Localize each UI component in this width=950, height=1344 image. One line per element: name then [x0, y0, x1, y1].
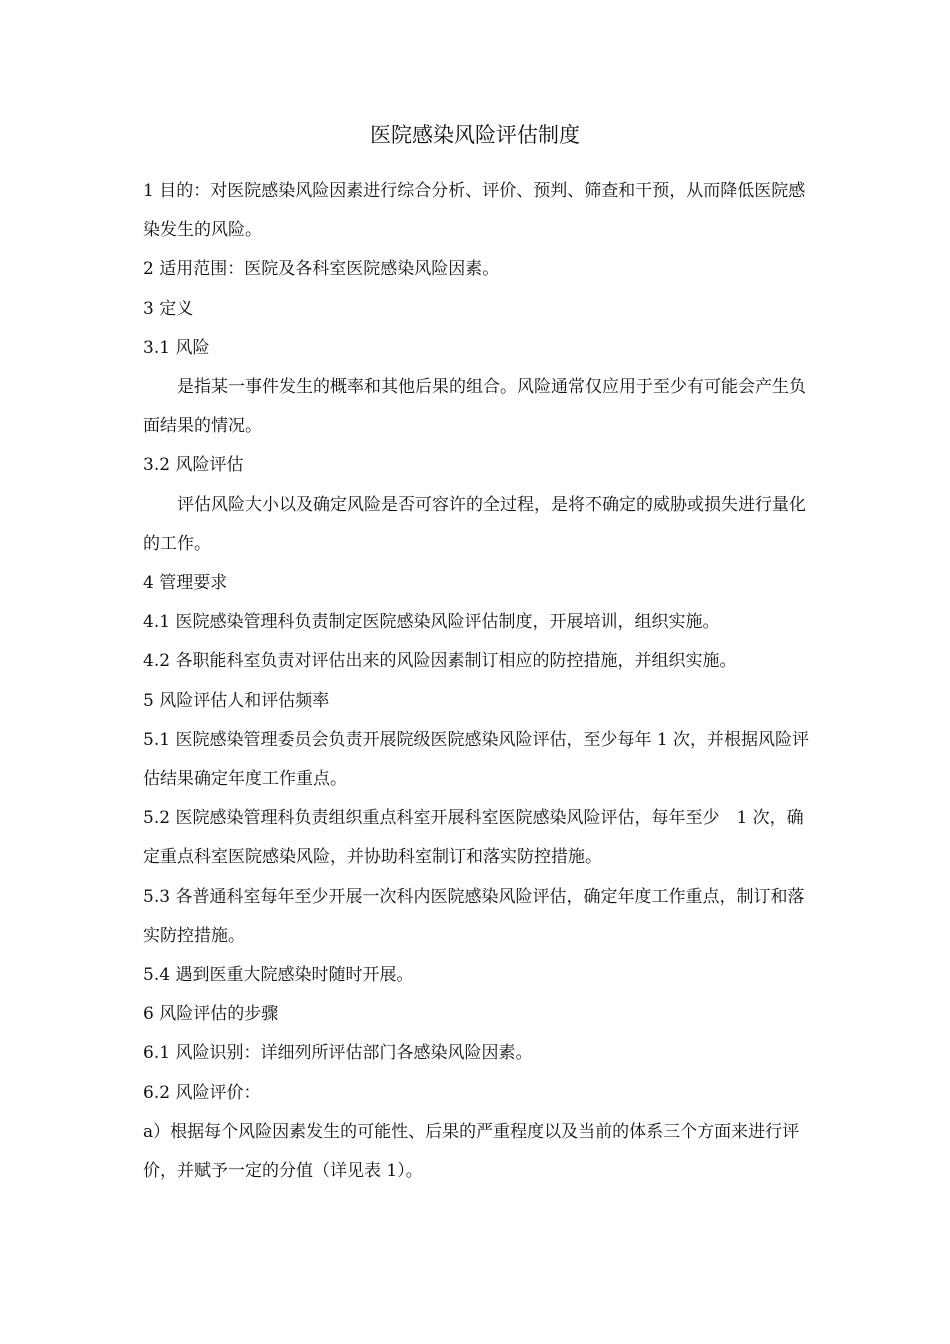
heading-management: 4 管理要求 [143, 573, 228, 594]
paragraph-6-2: 6.2 风险评价： [143, 1082, 261, 1103]
paragraph-5-3: 5.3 各普通科室每年至少开展一次科内医院感染风险评估，确定年度工作重点，制订和落实防控措施。 [143, 886, 805, 946]
paragraph-5-1: 5.1 医院感染管理委员会负责开展院级医院感染风险评估，至少每年 1 次，并根据风险评估结果确定年度工作重点。 [143, 729, 810, 790]
paragraph-purpose: 1 目的：对医院感染风险因素进行综合分析、评价、预判、筛查和干预，从而降低医院感染发生的风险。 [143, 181, 806, 241]
paragraph-6-2-a: a）根据每个风险因素发生的可能性、后果的严重程度以及当前的体系三个方面来进行评价，并赋予一定的分值（详见表 1）。 [143, 1121, 800, 1182]
document-body [143, 172, 815, 1191]
heading-assessment-steps: 6 风险评估的步骤 [143, 1004, 279, 1025]
paragraph-risk-assessment-definition: 评估风险大小以及确定风险是否可容许的全过程，是将不确定的威胁或损失进行量化的工作。 [143, 494, 806, 554]
paragraph-scope: 2 适用范围：医院及各科室医院感染风险因素。 [143, 259, 500, 280]
document-title: 医院感染风险评估制度 [370, 123, 580, 147]
heading-assessor-frequency: 5 风险评估人和评估频率 [143, 690, 330, 711]
paragraph-5-4: 5.4 遇到医重大院感染时随时开展。 [143, 965, 414, 986]
heading-risk-assessment: 3.2 风险评估 [143, 455, 244, 476]
paragraph-5-2: 5.2 医院感染管理科负责组织重点科室开展科室医院感染风险评估，每年至少 1 次，确定重点科室医院感染风险，并协助科室制订和落实防控措施。 [143, 808, 804, 868]
paragraph-6-1: 6.1 风险识别：详细列所评估部门各感染风险因素。 [143, 1043, 533, 1064]
paragraph-4-2: 4.2 各职能科室负责对评估出来的风险因素制订相应的防控措施，并组织实施。 [143, 651, 737, 672]
heading-definition: 3 定义 [143, 298, 194, 319]
heading-risk: 3.1 风险 [143, 337, 210, 358]
paragraph-4-1: 4.1 医院感染管理科负责制定医院感染风险评估制度，开展培训，组织实施。 [143, 612, 720, 633]
paragraph-risk-definition: 是指某一事件发生的概率和其他后果的组合。风险通常仅应用于至少有可能会产生负面结果的情况。 [143, 377, 806, 437]
